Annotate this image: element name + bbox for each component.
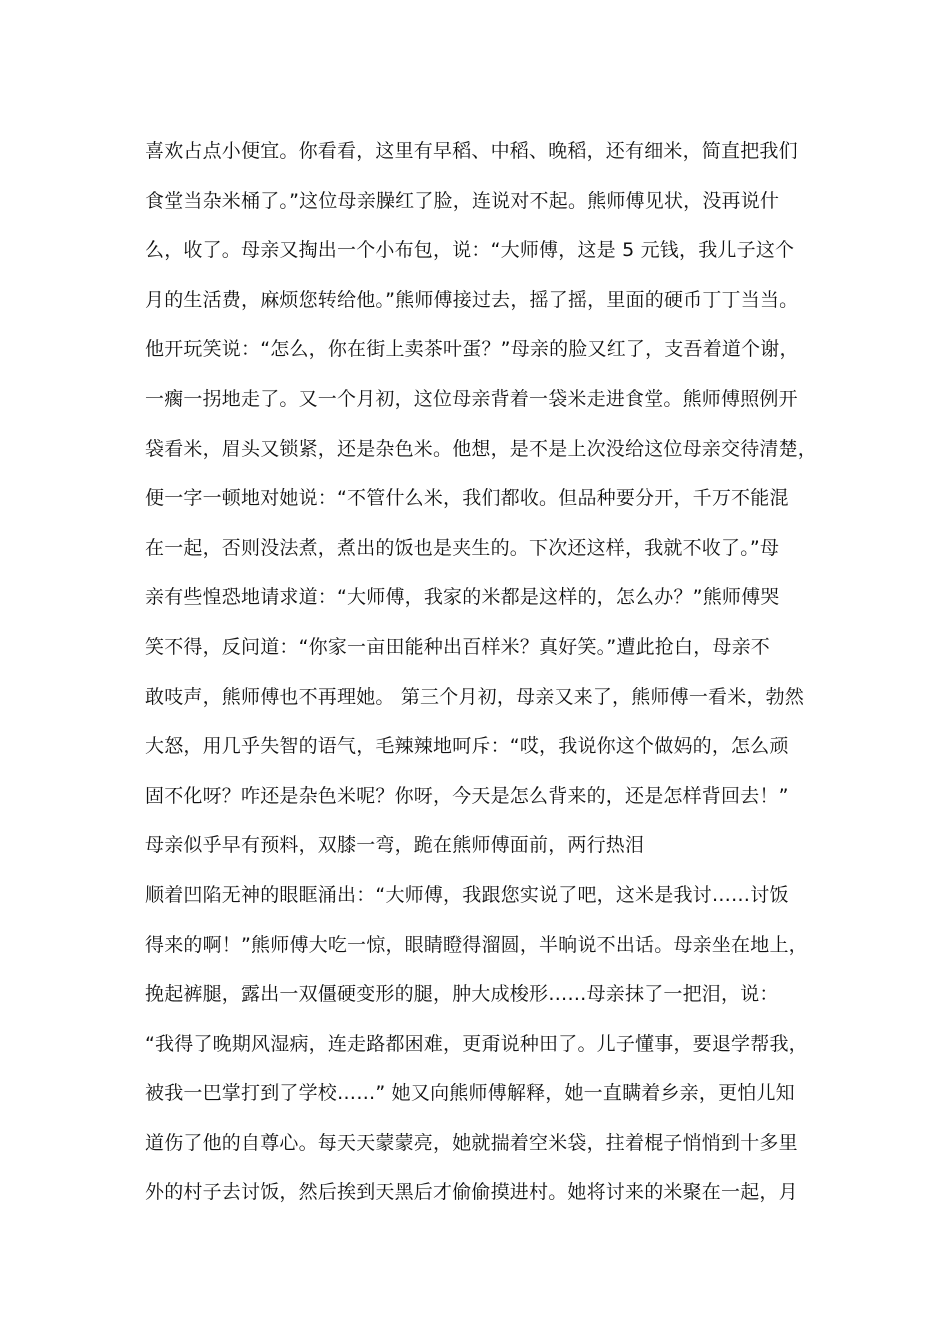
text-line: 一瘸一拐地走了。又一个月初，这位母亲背着一袋米走进食堂。熊师傅照例开 (145, 387, 798, 410)
text-line: 大怒，用几乎失智的语气，毛辣辣地呵斥：“哎，我说你这个做妈的，怎么顽 (145, 735, 789, 758)
text-line: 顺着凹陷无神的眼眶涌出：“大师傅，我跟您实说了吧，这米是我讨……讨饭 (145, 883, 789, 906)
text-line: 么，收了。母亲又掏出一个小布包，说：“大师傅，这是 5 元钱，我儿子这个 (145, 239, 795, 262)
text-line: 在一起，否则没法煮，煮出的饭也是夹生的。下次还这样，我就不收了。”母 (145, 536, 780, 559)
text-line: 被我一巴掌打到了学校……” 她又向熊师傅解释，她一直瞒着乡亲，更怕儿知 (145, 1082, 795, 1105)
body-text (145, 133, 825, 1224)
text-line: 他开玩笑说：“怎么，你在街上卖茶叶蛋？”母亲的脸又红了，支吾着道个谢， (145, 338, 799, 361)
text-line: 道伤了他的自尊心。每天天蒙蒙亮，她就揣着空米袋，拄着棍子悄悄到十多里 (145, 1131, 798, 1154)
text-line: 外的村子去讨饭，然后挨到天黑后才偷偷摸进村。她将讨来的米聚在一起，月 (145, 1181, 798, 1204)
text-line: 月的生活费，麻烦您转给他。”熊师傅接过去，摇了摇，里面的硬币丁丁当当。 (145, 288, 799, 311)
text-line: “我得了晚期风湿病，连走路都困难，更甭说种田了。儿子懂事，要退学帮我， (145, 1032, 808, 1055)
text-line: 固不化呀？咋还是杂色米呢？你呀，今天是怎么背来的，还是怎样背回去！” (145, 784, 789, 807)
text-line: 敢吱声，熊师傅也不再理她。 第三个月初，母亲又来了，熊师傅一看米，勃然 (145, 685, 805, 708)
text-line: 便一字一顿地对她说：“不管什么米，我们都收。但品种要分开，千万不能混 (145, 487, 789, 510)
text-line: 得来的啊！”熊师傅大吃一惊，眼睛瞪得溜圆，半晌说不出话。母亲坐在地上， (145, 933, 808, 956)
text-line: 母亲似乎早有预料，双膝一弯，跪在熊师傅面前，两行热泪 (145, 834, 645, 857)
text-line: 挽起裤腿，露出一双僵硬变形的腿，肿大成梭形……母亲抹了一把泪，说： (145, 983, 779, 1006)
text-line: 笑不得，反问道：“你家一亩田能种出百样米？真好笑。”遭此抢白，母亲不 (145, 635, 770, 658)
text-line: 亲有些惶恐地请求道：“大师傅，我家的米都是这样的，怎么办？”熊师傅哭 (145, 586, 780, 609)
text-line: 食堂当杂米桶了。”这位母亲臊红了脸，连说对不起。熊师傅见状，没再说什 (145, 189, 780, 212)
text-line: 喜欢占点小便宜。你看看，这里有早稻、中稻、晚稻，还有细米，简直把我们 (145, 140, 798, 162)
text-line: 袋看米，眉头又锁紧，还是杂色米。他想，是不是上次没给这位母亲交待清楚， (145, 437, 818, 460)
